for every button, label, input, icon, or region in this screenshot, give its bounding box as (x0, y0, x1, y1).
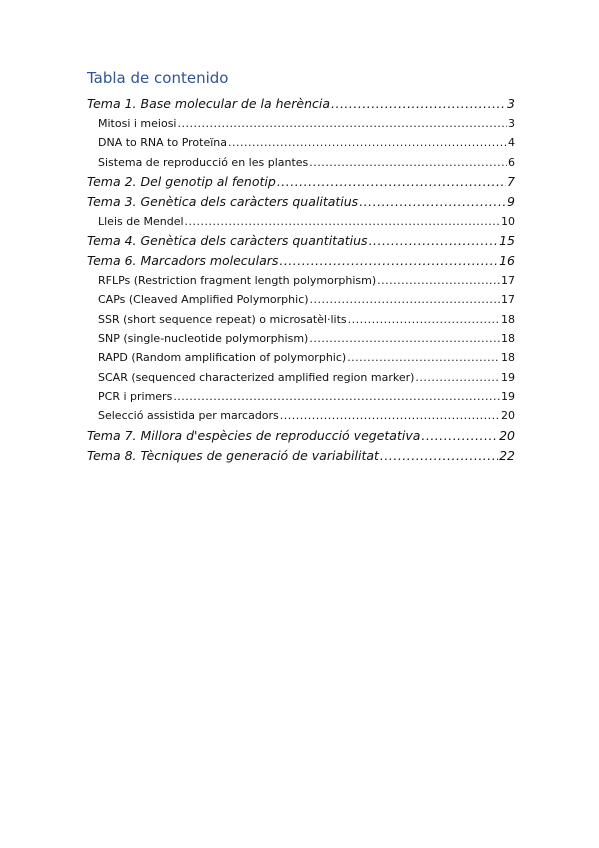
toc-entry-section[interactable] (87, 153, 515, 172)
toc-page-number: 18 (501, 332, 515, 346)
toc-page-number: 7 (507, 173, 515, 189)
toc-entry-section[interactable] (87, 368, 515, 387)
toc-dot-leader (277, 172, 506, 192)
toc-page-number: 19 (501, 389, 515, 403)
toc-page-number: 22 (499, 447, 515, 463)
toc-entry-label: Tema 2. Del genotip al fenotip (87, 173, 276, 189)
toc-page-number: 17 (501, 274, 515, 288)
toc-page-number: 3 (507, 96, 515, 111)
toc-entry-section[interactable] (87, 348, 515, 367)
toc-entry-chapter[interactable] (87, 446, 515, 466)
toc-page-number: 19 (501, 370, 515, 384)
toc-page-number: 17 (501, 293, 515, 307)
toc-entry-section[interactable] (87, 387, 515, 406)
toc-entry-section[interactable] (87, 133, 515, 152)
toc-dot-leader (331, 94, 506, 114)
toc-entry-label: SSR (short sequence repeat) o microsatèl·lits (98, 312, 347, 326)
toc-entry-section[interactable] (87, 290, 515, 309)
toc-entry-section[interactable] (87, 212, 515, 231)
toc-entry-label: DNA to RNA to Proteïna (98, 136, 227, 150)
toc-dot-leader (415, 368, 500, 387)
toc-dot-leader (359, 192, 506, 212)
toc-entry-label: SCAR (sequenced characterized amplified region marker) (98, 370, 415, 384)
toc-entry-section[interactable] (87, 271, 515, 290)
toc-entry-label: Sistema de reproducció en les plantes (98, 155, 309, 169)
toc-dot-leader (369, 231, 499, 251)
toc-dot-leader (309, 329, 500, 348)
toc-entry-label: SNP (single-nucleotide polymorphism) (98, 332, 309, 346)
toc-page-number: 10 (501, 214, 515, 228)
toc-page-number: 20 (501, 409, 515, 423)
toc-entry-label: CAPs (Cleaved Amplified Polymorphic) (98, 293, 309, 307)
toc-entry-chapter[interactable] (87, 94, 515, 114)
toc-entry-label: Mitosi i meiosi (98, 117, 177, 130)
toc-dot-leader (347, 348, 500, 367)
toc-entry-chapter[interactable] (87, 172, 515, 192)
toc-page-number: 16 (499, 253, 515, 269)
toc-entry-label: PCR i primers (98, 389, 173, 403)
toc-page-number: 18 (501, 351, 515, 365)
toc-title: Tabla de contenido (87, 69, 229, 87)
toc-entry-label: Tema 7. Millora d'espècies de reproducció vegetativa (87, 427, 421, 443)
toc-dot-leader (310, 290, 500, 309)
toc-page-number: 18 (501, 312, 515, 326)
toc-entry-section[interactable] (87, 329, 515, 348)
toc-page-number: 20 (499, 427, 515, 443)
table-of-contents (87, 94, 515, 466)
toc-page-number: 4 (508, 136, 515, 150)
toc-entry-chapter[interactable] (87, 231, 515, 251)
toc-page-number: 15 (499, 233, 515, 249)
toc-dot-leader (279, 251, 498, 271)
toc-entry-label: Tema 1. Base molecular de la herència (87, 96, 331, 111)
toc-entry-label: RAPD (Random amplification of polymorphic) (98, 351, 347, 365)
toc-entry-label: Tema 6. Marcadors moleculars (87, 253, 279, 269)
toc-dot-leader (177, 114, 507, 133)
toc-entry-label: Selecció assistida per marcadors (98, 409, 279, 423)
toc-entry-label: Tema 4. Genètica dels caràcters quantitatius (87, 233, 368, 249)
toc-entry-section[interactable] (87, 406, 515, 425)
toc-entry-label: Lleis de Mendel (98, 214, 184, 228)
toc-dot-leader (421, 426, 498, 446)
toc-dot-leader (377, 271, 500, 290)
toc-dot-leader (280, 406, 500, 425)
toc-entry-chapter[interactable] (87, 426, 515, 446)
toc-entry-label: RFLPs (Restriction fragment length polymorphism) (98, 274, 377, 288)
toc-entry-label: Tema 3. Genètica dels caràcters qualitatius (87, 193, 359, 209)
toc-dot-leader (380, 446, 498, 466)
toc-entry-label: Tema 8. Tècniques de generació de variabilitat (87, 447, 379, 463)
toc-entry-section[interactable] (87, 114, 515, 133)
toc-dot-leader (173, 387, 500, 406)
toc-page-number: 9 (507, 193, 515, 209)
toc-dot-leader (348, 310, 500, 329)
toc-page-number: 3 (508, 117, 515, 130)
toc-dot-leader (185, 212, 500, 231)
toc-dot-leader (309, 153, 507, 172)
toc-page-number: 6 (508, 155, 515, 169)
toc-entry-chapter[interactable] (87, 251, 515, 271)
toc-dot-leader (228, 133, 507, 152)
toc-entry-chapter[interactable] (87, 192, 515, 212)
toc-entry-section[interactable] (87, 310, 515, 329)
